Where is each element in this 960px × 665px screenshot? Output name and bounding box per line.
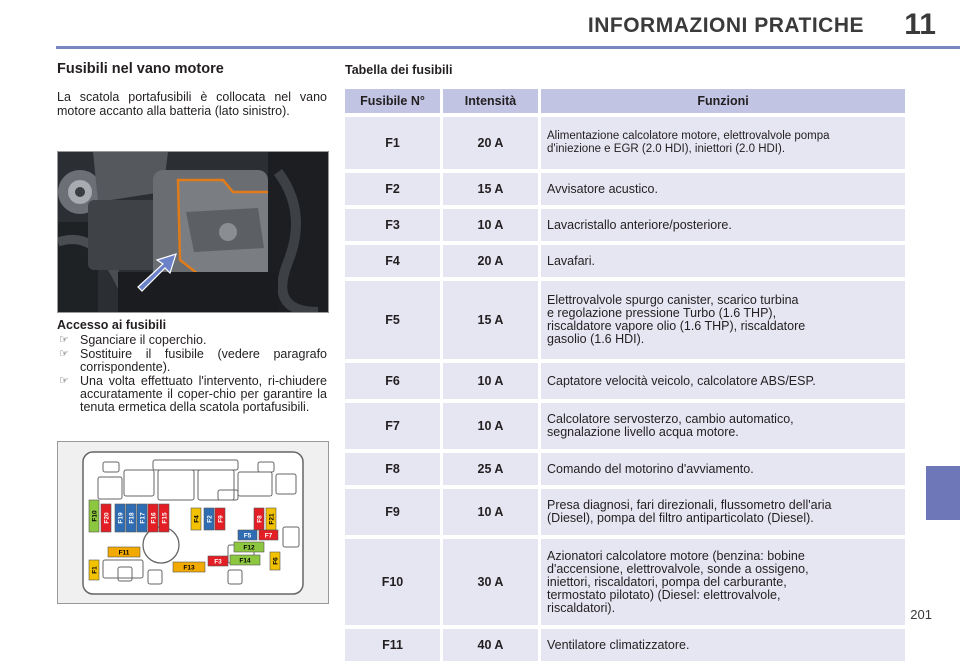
fuse-label: F7 (264, 532, 273, 540)
function-text: Elettrovalvole spurgo canister, scarico turbina e regolazione pressione Turbo (1.6 THP), riscaldatore vapore olio (1.6 THP), riscaldatore gasolio (1.6 HDI). (547, 293, 806, 346)
header-fuse-number: Fusibile N° (345, 89, 440, 113)
fuse-f6 (270, 552, 280, 570)
fuse-label: F10 (91, 510, 99, 522)
chapter-number: 11 (904, 8, 936, 41)
function-text: Captatore velocità veicolo, calcolatore ABS/ESP. (547, 373, 816, 388)
fuse-number-cell: F6 (345, 363, 440, 399)
amperage-cell: 30 A (440, 539, 538, 625)
fuse-number-cell: F7 (345, 403, 440, 449)
fuse-number-cell: F10 (345, 539, 440, 625)
fuse-f1 (89, 560, 99, 580)
step-text: Una volta effettuato l'intervento, ri-chiudere accuratamente il coper-chio per garantire la tenuta ermetica della scatola portafusibili. (80, 374, 327, 414)
function-cell (538, 117, 905, 169)
engine-bay-photo (57, 151, 329, 313)
amperage-cell: 10 A (440, 209, 538, 241)
function-cell (538, 403, 905, 449)
function-cell (538, 281, 905, 359)
fuse-label: F3 (214, 558, 222, 566)
amperage-cell: 10 A (440, 363, 538, 399)
amperage-cell: 15 A (440, 281, 538, 359)
function-cell (538, 173, 905, 205)
step-text: Sganciare il coperchio. (80, 333, 207, 347)
fuse-f12 (234, 542, 264, 552)
fuse-label: F4 (193, 515, 201, 523)
fuse-f9 (215, 508, 225, 530)
amperage-cell: 20 A (440, 117, 538, 169)
list-item (57, 348, 327, 374)
fuse-f4 (191, 508, 201, 530)
fuse-label: F1 (91, 566, 99, 574)
function-text: Ventilatore climatizzatore. (547, 637, 690, 652)
function-cell (538, 453, 905, 485)
fuse-number-cell: F1 (345, 117, 440, 169)
fuse-number-cell: F11 (345, 629, 440, 661)
table-row (345, 403, 905, 449)
table-row (345, 489, 905, 535)
table-header-row (345, 89, 905, 113)
intro-paragraph: La scatola portafusibili è collocata nel vano motore accanto alla batteria (lato sinistro). (57, 90, 327, 118)
fuse-number-cell: F5 (345, 281, 440, 359)
header-functions: Funzioni (538, 89, 905, 113)
amperage-cell: 15 A (440, 173, 538, 205)
fuse-f14 (230, 555, 260, 565)
function-text: Azionatori calcolatore motore (benzina: bobine d'accensione, elettrovalvole, sonde a ossigeno, iniettori, riscaldatori, pompa del carburante, termostato pilotato) (Diesel: elettrovalvole, riscaldatori). (547, 548, 809, 615)
function-cell (538, 363, 905, 399)
fuse-label: F13 (183, 564, 195, 572)
function-text: Comando del motorino d'avviamento. (547, 461, 754, 476)
function-text: Presa diagnosi, fari direzionali, flussometro dell'aria (Diesel), pompa del filtro antiparticolato (Diesel). (547, 498, 832, 525)
list-item (57, 375, 327, 414)
pointing-hand-icon: ☞ (59, 375, 69, 387)
fuse-label: F2 (206, 515, 214, 523)
access-title: Accesso ai fusibili (57, 318, 167, 332)
function-cell (538, 539, 905, 625)
fuse-f10 (89, 500, 99, 532)
fuse-f17 (137, 504, 147, 532)
table-row (345, 539, 905, 625)
function-text: Lavafari. (547, 253, 595, 268)
section-title: Fusibili nel vano motore (57, 61, 224, 77)
page-number: 201 (910, 607, 932, 622)
function-cell (538, 629, 905, 661)
fuse-label: F21 (268, 513, 276, 525)
table-row (345, 209, 905, 241)
table-title: Tabella dei fusibili (345, 63, 453, 77)
fuse-label: F14 (239, 557, 251, 565)
access-steps-list (57, 334, 327, 415)
fuse-f18 (126, 504, 136, 532)
table-row (345, 117, 905, 169)
chapter-side-tab (926, 466, 960, 520)
fuse-label: F6 (272, 557, 280, 565)
fuse-f5 (238, 530, 257, 540)
fusebox-illustration (58, 442, 328, 603)
amperage-cell: 25 A (440, 453, 538, 485)
fuse-number-cell: F2 (345, 173, 440, 205)
fuse-f19 (115, 504, 125, 532)
function-text: Alimentazione calcolatore motore, elettrovalvole pompa d'iniezione e EGR (2.0 HDI), iniettori (2.0 HDI). (547, 130, 830, 155)
step-text: Sostituire il fusibile (vedere paragrafo corrispondente). (80, 347, 327, 374)
header-title: INFORMAZIONI PRATICHE (587, 14, 864, 37)
amperage-cell: 40 A (440, 629, 538, 661)
fuse-label: F17 (139, 512, 147, 524)
header-amperage: Intensità (440, 89, 538, 113)
fuse-f21 (266, 508, 276, 530)
table-row (345, 629, 905, 661)
function-cell (538, 209, 905, 241)
fuse-f20 (101, 504, 111, 532)
fuse-number-cell: F8 (345, 453, 440, 485)
fusebox-diagram (57, 441, 329, 604)
table-row (345, 245, 905, 277)
function-cell (538, 245, 905, 277)
fuse-f11 (108, 547, 140, 557)
table-row (345, 363, 905, 399)
function-cell (538, 489, 905, 535)
function-text: Calcolatore servosterzo, cambio automatico, segnalazione livello acqua motore. (547, 412, 794, 439)
function-text: Lavacristallo anteriore/posteriore. (547, 217, 732, 232)
fuse-f7 (259, 530, 278, 540)
fuse-f16 (148, 504, 158, 532)
fuse-label: F11 (118, 549, 130, 557)
header-rule (56, 46, 960, 49)
fuse-number-cell: F4 (345, 245, 440, 277)
fuse-f15 (159, 504, 169, 532)
table-row (345, 281, 905, 359)
fuse-f3 (208, 556, 228, 566)
amperage-cell: 10 A (440, 403, 538, 449)
fuse-f2 (204, 508, 214, 530)
fuse-label: F9 (217, 515, 225, 523)
fuse-label: F15 (161, 512, 169, 524)
fuse-f13 (173, 562, 205, 572)
amperage-cell: 20 A (440, 245, 538, 277)
fuse-label: F20 (103, 512, 111, 524)
function-text: Avvisatore acustico. (547, 181, 658, 196)
pointing-hand-icon: ☞ (59, 348, 69, 360)
fuse-number-cell: F3 (345, 209, 440, 241)
fuse-label: F19 (117, 512, 125, 524)
fuse-number-cell: F9 (345, 489, 440, 535)
fuse-label: F8 (256, 515, 264, 523)
fuse-table (345, 85, 905, 665)
list-item (57, 334, 327, 347)
table-row (345, 173, 905, 205)
engine-bay-illustration (58, 152, 328, 312)
pointing-hand-icon: ☞ (59, 334, 69, 346)
fuse-label: F5 (243, 532, 252, 540)
amperage-cell: 10 A (440, 489, 538, 535)
fuse-label: F18 (128, 512, 136, 524)
fuse-label: F16 (150, 512, 158, 524)
table-row (345, 453, 905, 485)
fuse-f8 (254, 508, 264, 530)
fuse-label: F12 (243, 544, 255, 552)
